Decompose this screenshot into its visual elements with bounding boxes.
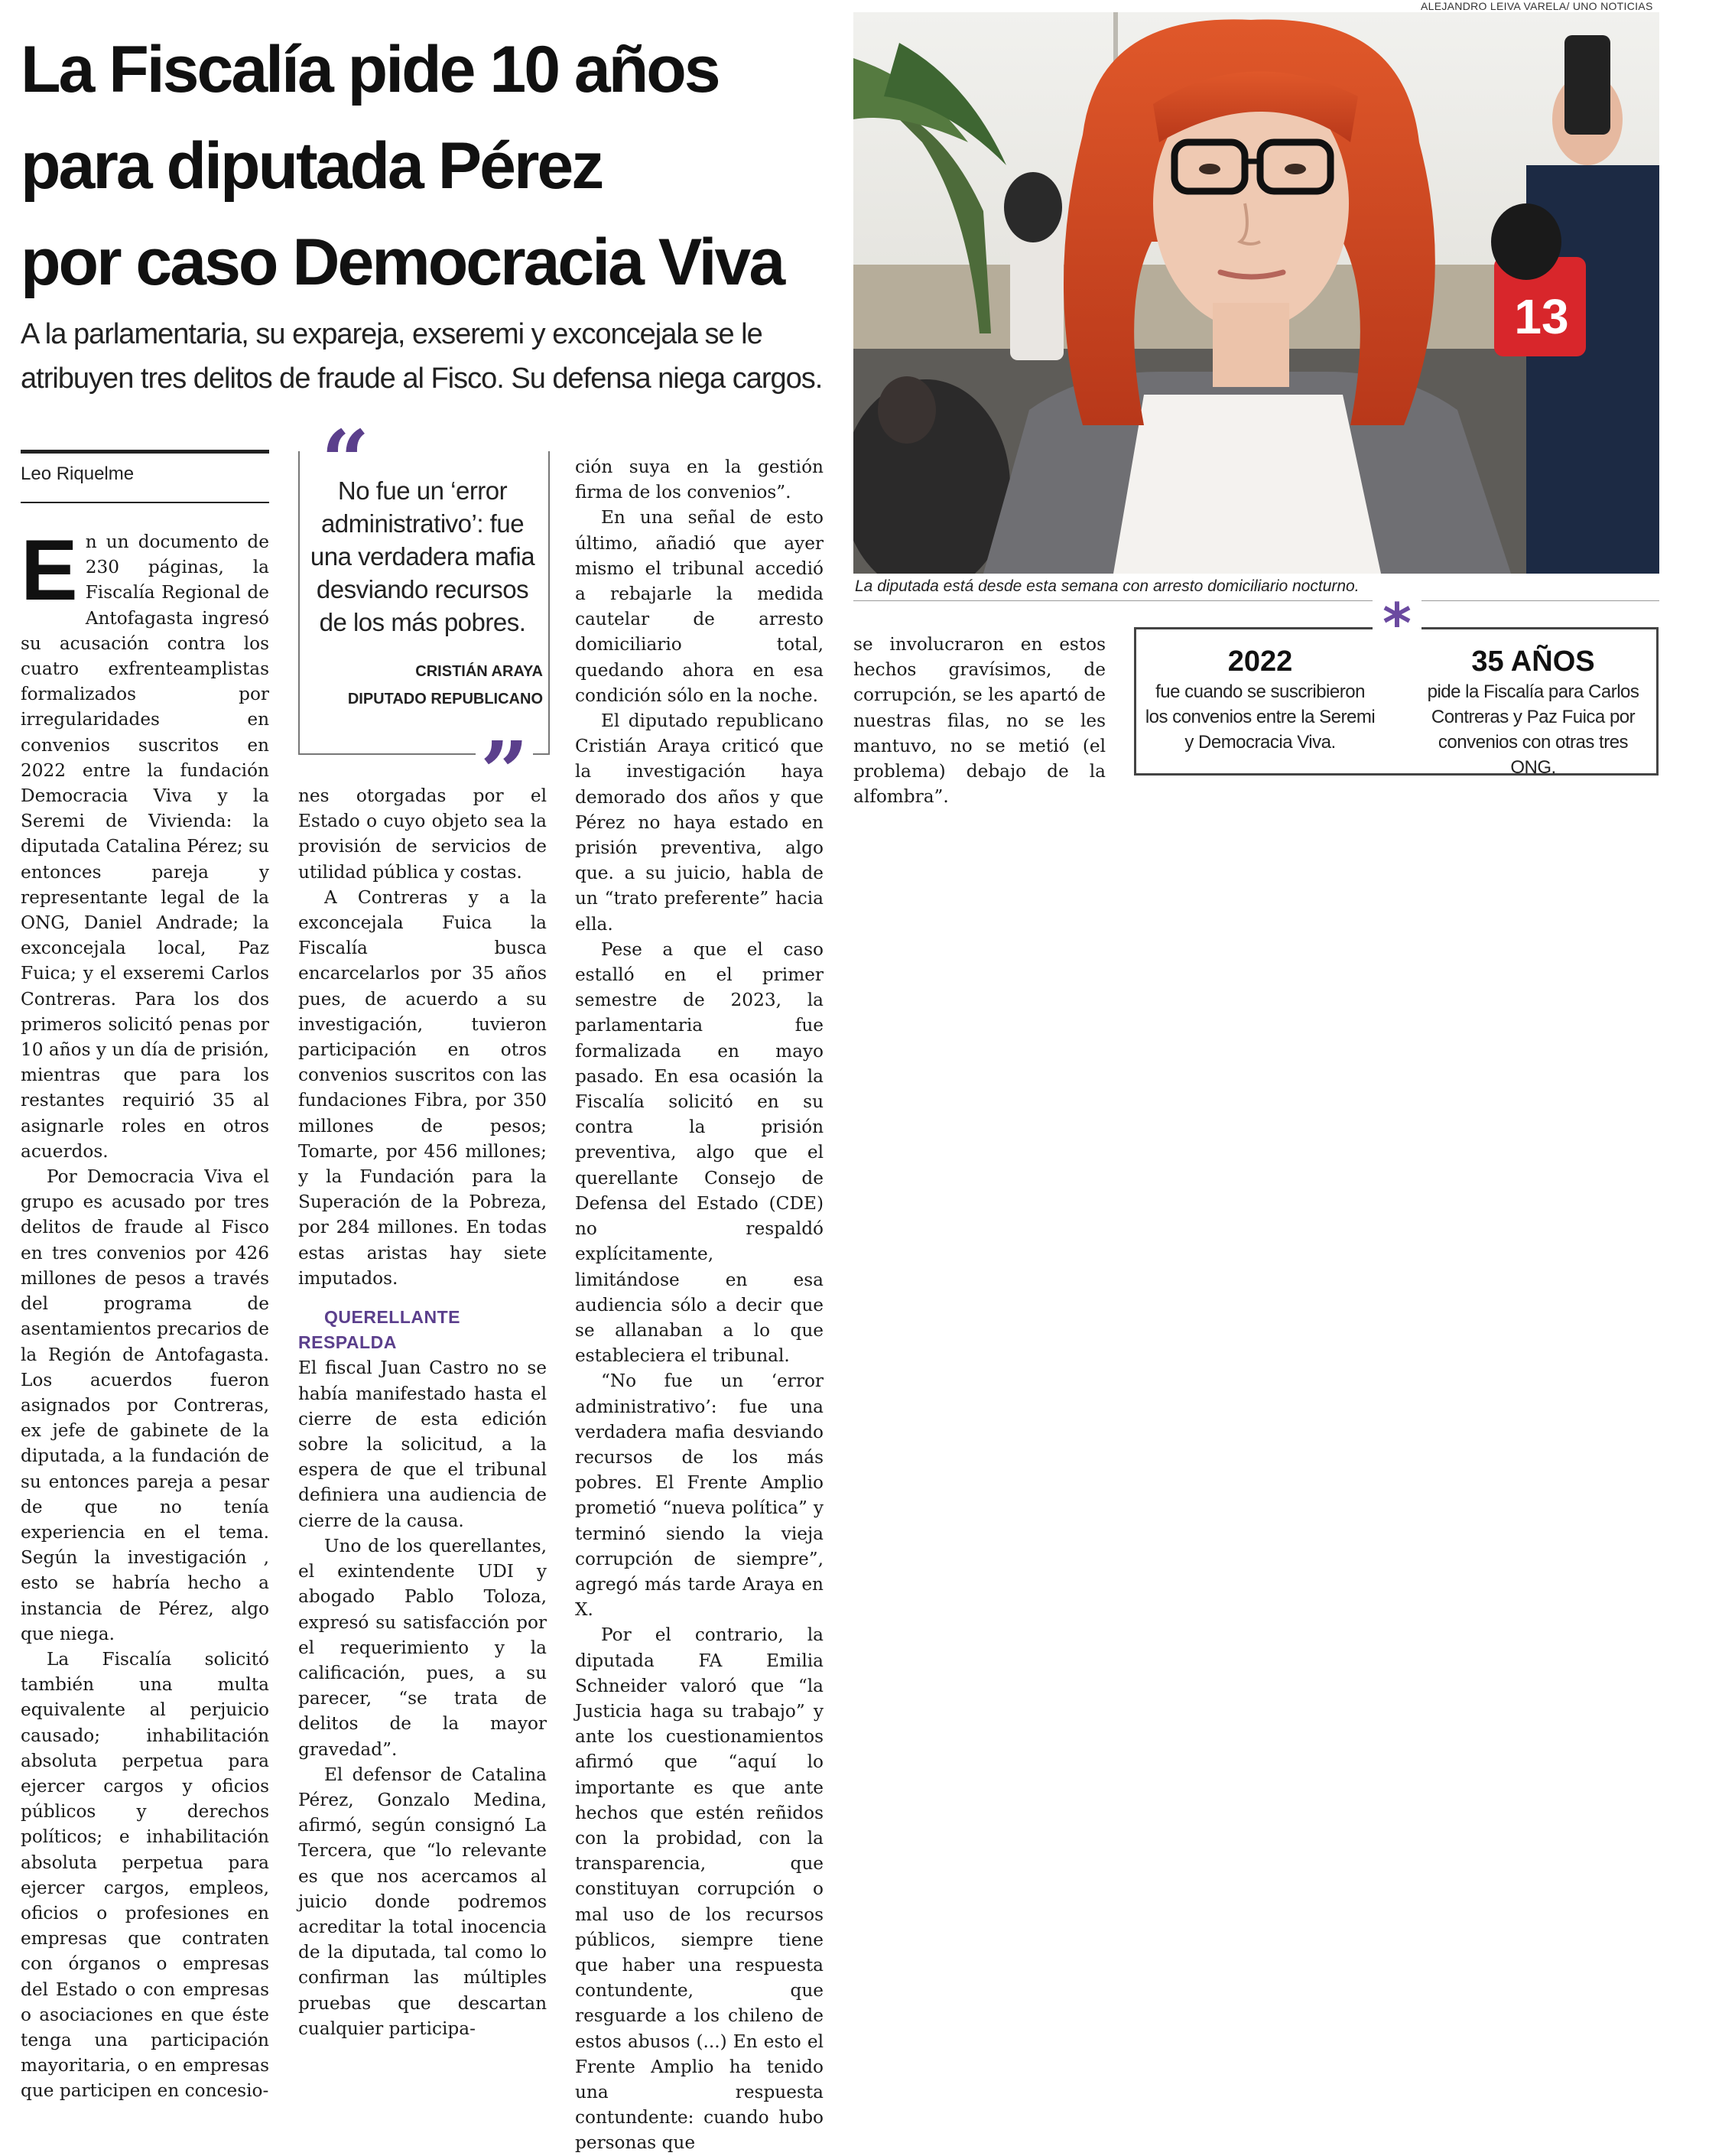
article-paragraph: se involucraron en estos hechos gravísimos, de corrupción, se les apartó de nuestras filas, no se les mantuvo, no se metió (el problema) debajo de la alfombra”. [853, 634, 1106, 808]
article-paragraph: Por Democracia Viva el grupo es acusado por tres delitos de fraude al Fisco en tres convenios por 426 millones de pesos a través del programa de asentamientos precarios de la Región de Antofagasta. Los acuerdos fueron asignados por Contreras, ex jefe de gabinete de la diputada, a la fundación de su entonces pareja a pesar de que no tenía experiencia en el tema. Según la investigación , esto se habría hecho a instancia de Pérez, algo que niega. [21, 1166, 269, 1644]
open-quote-icon: “ [317, 419, 374, 503]
byline-rule-bottom [21, 502, 269, 503]
pullquote-role: DIPUTADO REPUBLICANO [347, 691, 543, 707]
article-paragraph: “No fue un ‘error administrativo’: fue una verdadera mafia desviando recursos de los más pobres. El Frente Amplio prometió “nueva política” y terminó siendo la vieja corrupción de siempre”, agregó más tarde Araya en X. [575, 1371, 824, 1621]
fact-number: 35 AÑOS [1471, 645, 1595, 678]
drop-cap: E [21, 522, 78, 618]
headline-line: La Fiscalía pide 10 años [21, 33, 719, 106]
article-paragraph: Pese a que el caso estalló en el primer semestre de 2023, la parlamentaria fue formalizada en mayo pasado. En esa ocasión la Fiscalía solicitó en su contra la prisión preventiva, algo que el querellante Consejo de Defensa del Estado (CDE) no respaldó explícitamente, limitándose en esa audiencia sólo a decir que se allanaban a lo que estableciera el tribunal. [575, 938, 824, 1367]
pullquote-text: No fue un ‘error administrativo’: fue una verdadera mafia desviando recursos de los más pobres. [310, 476, 535, 636]
fact-desc-line: los convenios entre la Seremi [1145, 707, 1376, 727]
article-column-2 [298, 783, 547, 2041]
pullquote-attribution [321, 658, 543, 713]
close-quote-icon: ” [476, 730, 533, 815]
article-column-4 [853, 632, 1106, 809]
fact-desc-line: pide la Fiscalía para Carlos [1427, 681, 1639, 702]
fact-item [1415, 644, 1652, 780]
article-paragraph: El diputado republicano Cristián Araya criticó que la investigación haya demorado dos años y que Pérez no haya estado en prisión preventiva, algo que. a su juicio, habla de un “trato preferente” hacia ella. [575, 711, 824, 935]
subhead-line: atribuyen tres delitos de fraude al Fisco. Su defensa niega cargos. [21, 363, 823, 395]
subhead-line: A la parlamentaria, su expareja, exseremi y exconcejala se le [21, 318, 762, 350]
article-paragraph: nes otorgadas por el Estado o cuyo objeto sea la provisión de servicios de utilidad pública y costas. [298, 785, 547, 883]
article-paragraph: El defensor de Catalina Pérez, Gonzalo Medina, afirmó, según consignó La Tercera, que “lo relevante es que nos acercamos al juicio donde podremos acreditar la total inocencia de la diputada, tal como lo confirman las múltiples pruebas que descartan cualquier participa- [298, 1764, 547, 2039]
headline-line: por caso Democracia Viva [21, 226, 784, 299]
article-column-3 [575, 454, 824, 2156]
news-photo [853, 12, 1659, 574]
article-paragraph: Uno de los querellantes, el exintendente UDI y abogado Pablo Toloza, expresó su satisfacción por el requerimiento y la calificación, pues, a su parecer, “se trata de delitos de la mayor gravedad”. [298, 1535, 547, 1760]
byline: Leo Riquelme [21, 463, 135, 484]
headline-line: para diputada Pérez [21, 129, 603, 203]
fact-desc-line: Contreras y Paz Fuica por [1431, 707, 1636, 727]
article-paragraph: El fiscal Juan Castro no se había manifestado hasta el cierre de esta edición sobre la solicitud, a la espera de que el tribunal definiera una audiencia de cierre de la causa. [298, 1358, 547, 1531]
headline [21, 21, 846, 311]
byline-rule-top [21, 450, 269, 454]
photo-caption: La diputada está desde esta semana con arresto domiciliario nocturno. [855, 577, 1360, 595]
paragraph-text: n un documento de 230 páginas, la Fiscalía Regional de Antofagasta ingresó su acusación contra los cuatro exfrenteamplistas formalizados por irregularidades en convenios suscritos en 2022 entre la fundación Democracia Viva y la Seremi de Vivienda: la diputada Catalina Pérez; su entonces pareja y representante legal de la ONG, Daniel Andrade; la exconcejala local, Paz Fuica; y el exseremi Carlos Contreras. Para los dos primeros solicitó penas por 10 años y un día de prisión, mientras que para los restantes requirió 35 al asignarle roles en otros acuerdos. [21, 532, 269, 1162]
fact-item [1142, 644, 1379, 755]
fact-desc-line: fue cuando se suscribieron [1155, 681, 1365, 702]
asterisk-icon: * [1373, 597, 1421, 650]
photo-credit: ALEJANDRO LEIVA VARELA/ UNO NOTICIAS [1421, 0, 1653, 12]
article-paragraph [21, 522, 269, 1164]
photo-illustration [853, 12, 1659, 574]
article-paragraph: La Fiscalía solicitó también una multa equivalente al perjuicio causado; inhabilitación absoluta perpetua para ejercer cargos y oficios públicos y derechos políticos; e inhabilitación absoluta perpetua para ejercer cargos, empleos, oficios o profesiones en empresas que contraten con órganos o empresas del Estado o con empresas o asociaciones en que éste tenga una participación mayoritaria, o en empresas que participen en concesio- [21, 1648, 269, 2102]
article-paragraph: Por el contrario, la diputada FA Emilia Schneider valoró que “la Justicia haga su trabajo” y ante los cuestionamientos afirmó que “aquí lo importante es que ante hechos que estén reñidos con la probidad, con la transparencia, que constituyan corrupción o mal uso de los recursos públicos, siempre tiene que haber una respuesta contundente, que resguarde a los chileno de estos abusos (...) En esto el Frente Amplio ha tenido una respuesta contundente: cuando hubo personas que [575, 1624, 824, 2154]
pullquote-author: CRISTIÁN ARAYA [415, 663, 543, 680]
fact-desc-line: convenios con otras tres ONG. [1438, 732, 1629, 778]
section-subtitle: QUERELLANTE RESPALDA [298, 1307, 460, 1353]
article-column-1 [21, 522, 269, 2104]
caption-rule [853, 600, 1659, 601]
article-paragraph: A Contreras y a la exconcejala Fuica la Fiscalía busca encarcelarlos por 35 años pues, de acuerdo a su investigación, tuvieron participación en otros convenios suscritos con las fundaciones Fibra, por 350 millones de pesos; Tomarte, por 456 millones; y la Fundación para la Superación de la Pobreza, por 284 millones. En todas estas aristas hay siete imputados. [298, 886, 547, 1289]
fact-desc-line: y Democracia Viva. [1184, 732, 1336, 753]
article-paragraph: ción suya en la gestión firma de los convenios”. [575, 457, 824, 503]
mic-label: 13 [1514, 289, 1569, 344]
article-paragraph: En una señal de esto último, añadió que ayer mismo el tribunal accedió a rebajarle la medida cautelar de arresto domiciliario total, quedando ahora en esa condición sólo en la noche. [575, 507, 824, 706]
subheadline [21, 312, 846, 401]
fact-number: 2022 [1227, 645, 1293, 678]
